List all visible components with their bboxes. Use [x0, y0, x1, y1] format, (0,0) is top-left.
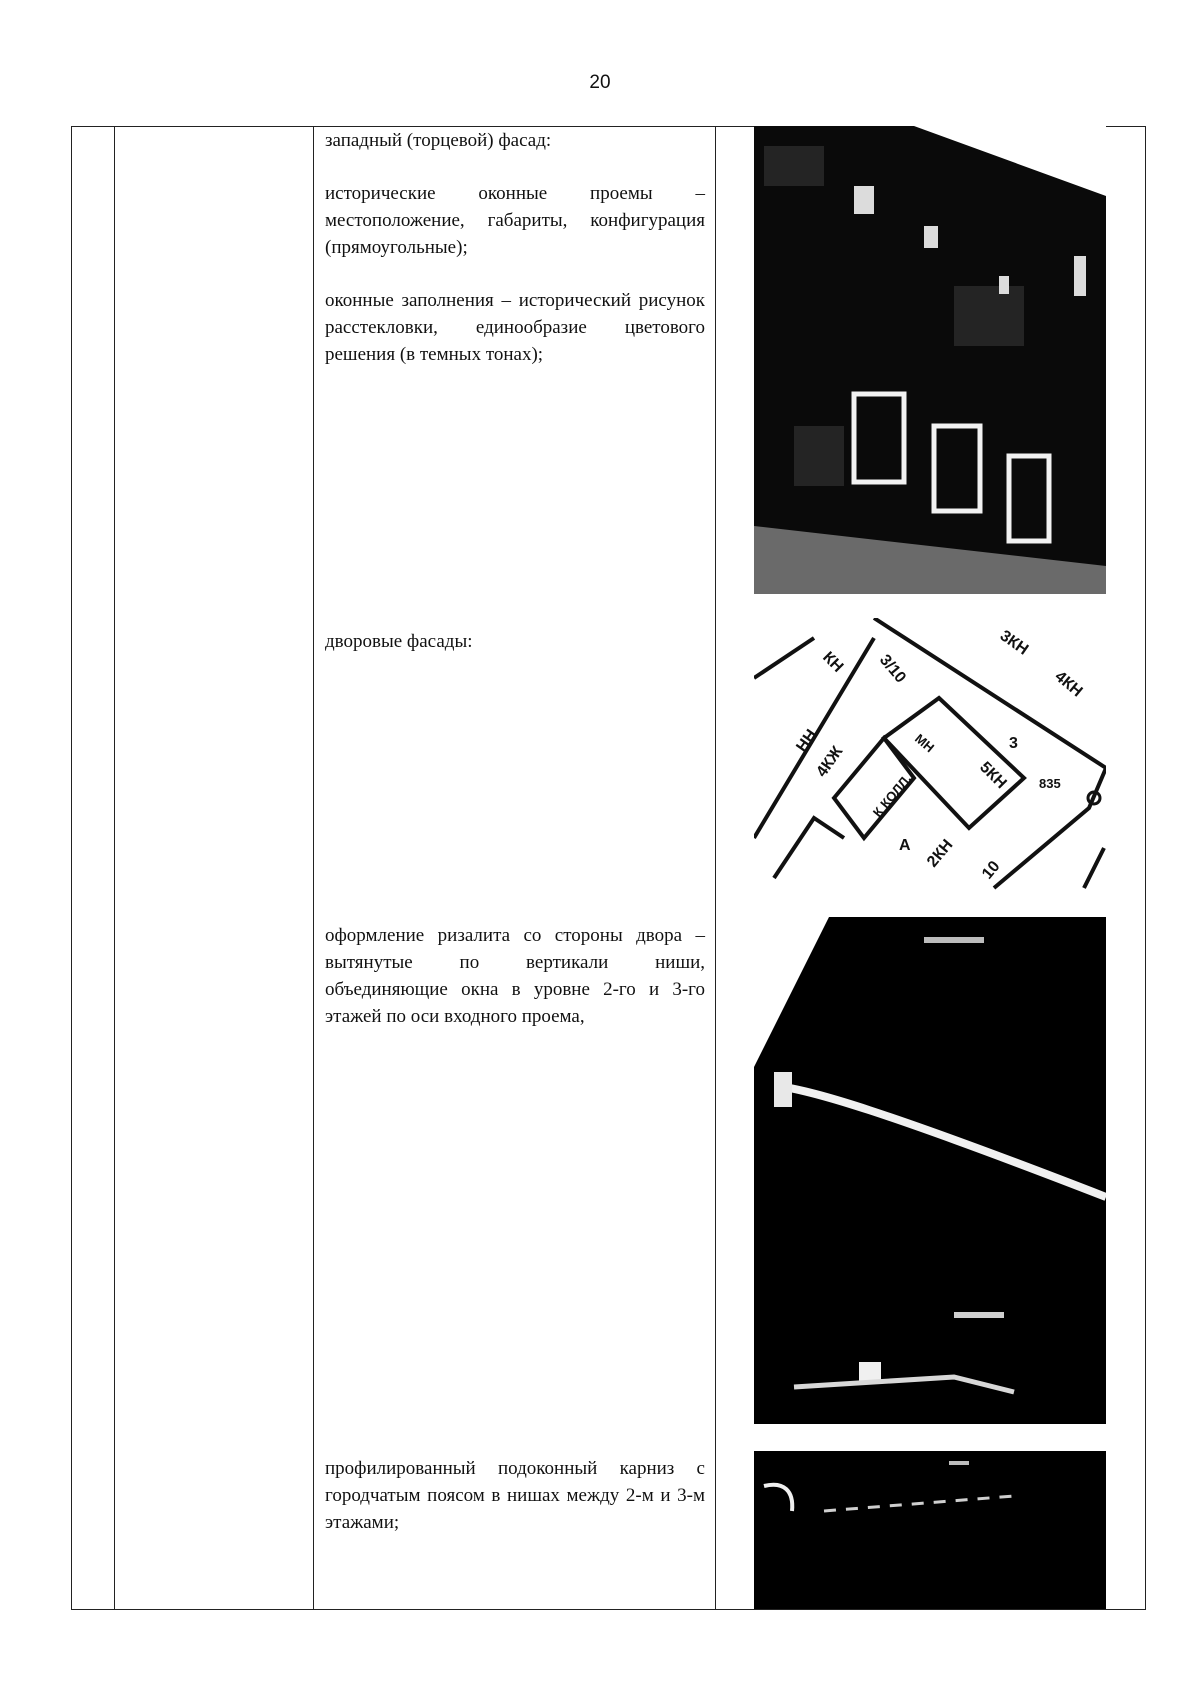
row-4-description: [325, 1455, 705, 1562]
site-plan-svg: [754, 618, 1106, 893]
row-1-paragraph-window-openings: исторические оконные проемы – местоположение, габариты, конфигурация (прямоугольные);: [325, 183, 705, 258]
table-bottom-border: [71, 1609, 1146, 1610]
plan-label-4kn: 4КН: [1051, 668, 1086, 701]
plan-label-4kzh: 4КЖ: [813, 743, 847, 781]
plan-label-3-10: 3/10: [875, 651, 909, 687]
row-1-paragraph-window-fillings: оконные заполнения – исторический рисунок расстекловки, единообразие цветового решения (в темных тонах);: [325, 290, 705, 365]
west-facade-photo: [754, 126, 1106, 594]
table-border-col-1: [71, 126, 72, 1610]
row-1-heading: западный (торцевой) фасад:: [325, 130, 552, 151]
page-number: 20: [589, 72, 611, 93]
plan-label-835: 835: [1039, 776, 1061, 791]
site-plan: [754, 618, 1106, 893]
table-border-col-4: [715, 126, 716, 1610]
plan-label-5kn: 5КН: [976, 758, 1010, 793]
row-1-description: [325, 127, 705, 394]
table-border-col-5: [1145, 126, 1146, 1610]
plan-label-3kn: 3КН: [996, 627, 1032, 659]
courtyard-risalit-photo-svg: [754, 917, 1106, 1424]
plan-label-2kn: 2КН: [924, 836, 957, 871]
table-border-col-2: [114, 126, 115, 1610]
plan-label-10: 10: [979, 858, 1004, 883]
row-3-description: [325, 922, 705, 1056]
west-facade-photo-svg: [754, 126, 1106, 594]
row-2-description: [325, 628, 705, 681]
table-border-col-3: [313, 126, 314, 1610]
courtyard-risalit-photo: [754, 917, 1106, 1424]
row-3-paragraph-risalit: оформление ризалита со стороны двора – вытянутые по вертикали ниши, объединяющие окна в уровне 2-го и 3-го этажей по оси входного проема,: [325, 925, 705, 1027]
row-4-paragraph-cornice: профилированный подоконный карниз с городчатым поясом в нишах между 2-м и 3-м этажами;: [325, 1458, 705, 1533]
cornice-photo-svg: [754, 1451, 1106, 1609]
plan-label-a: А: [899, 837, 911, 854]
plan-label-k-koll: К КОЛЛ.: [869, 771, 915, 820]
plan-label-nn: НН: [793, 726, 821, 756]
plan-label-kn: КН: [819, 648, 847, 676]
plan-label-mn: МН: [912, 730, 938, 756]
cornice-photo: [754, 1451, 1106, 1609]
plan-label-3: 3: [1009, 735, 1018, 752]
row-2-heading: дворовые фасады:: [325, 631, 473, 652]
